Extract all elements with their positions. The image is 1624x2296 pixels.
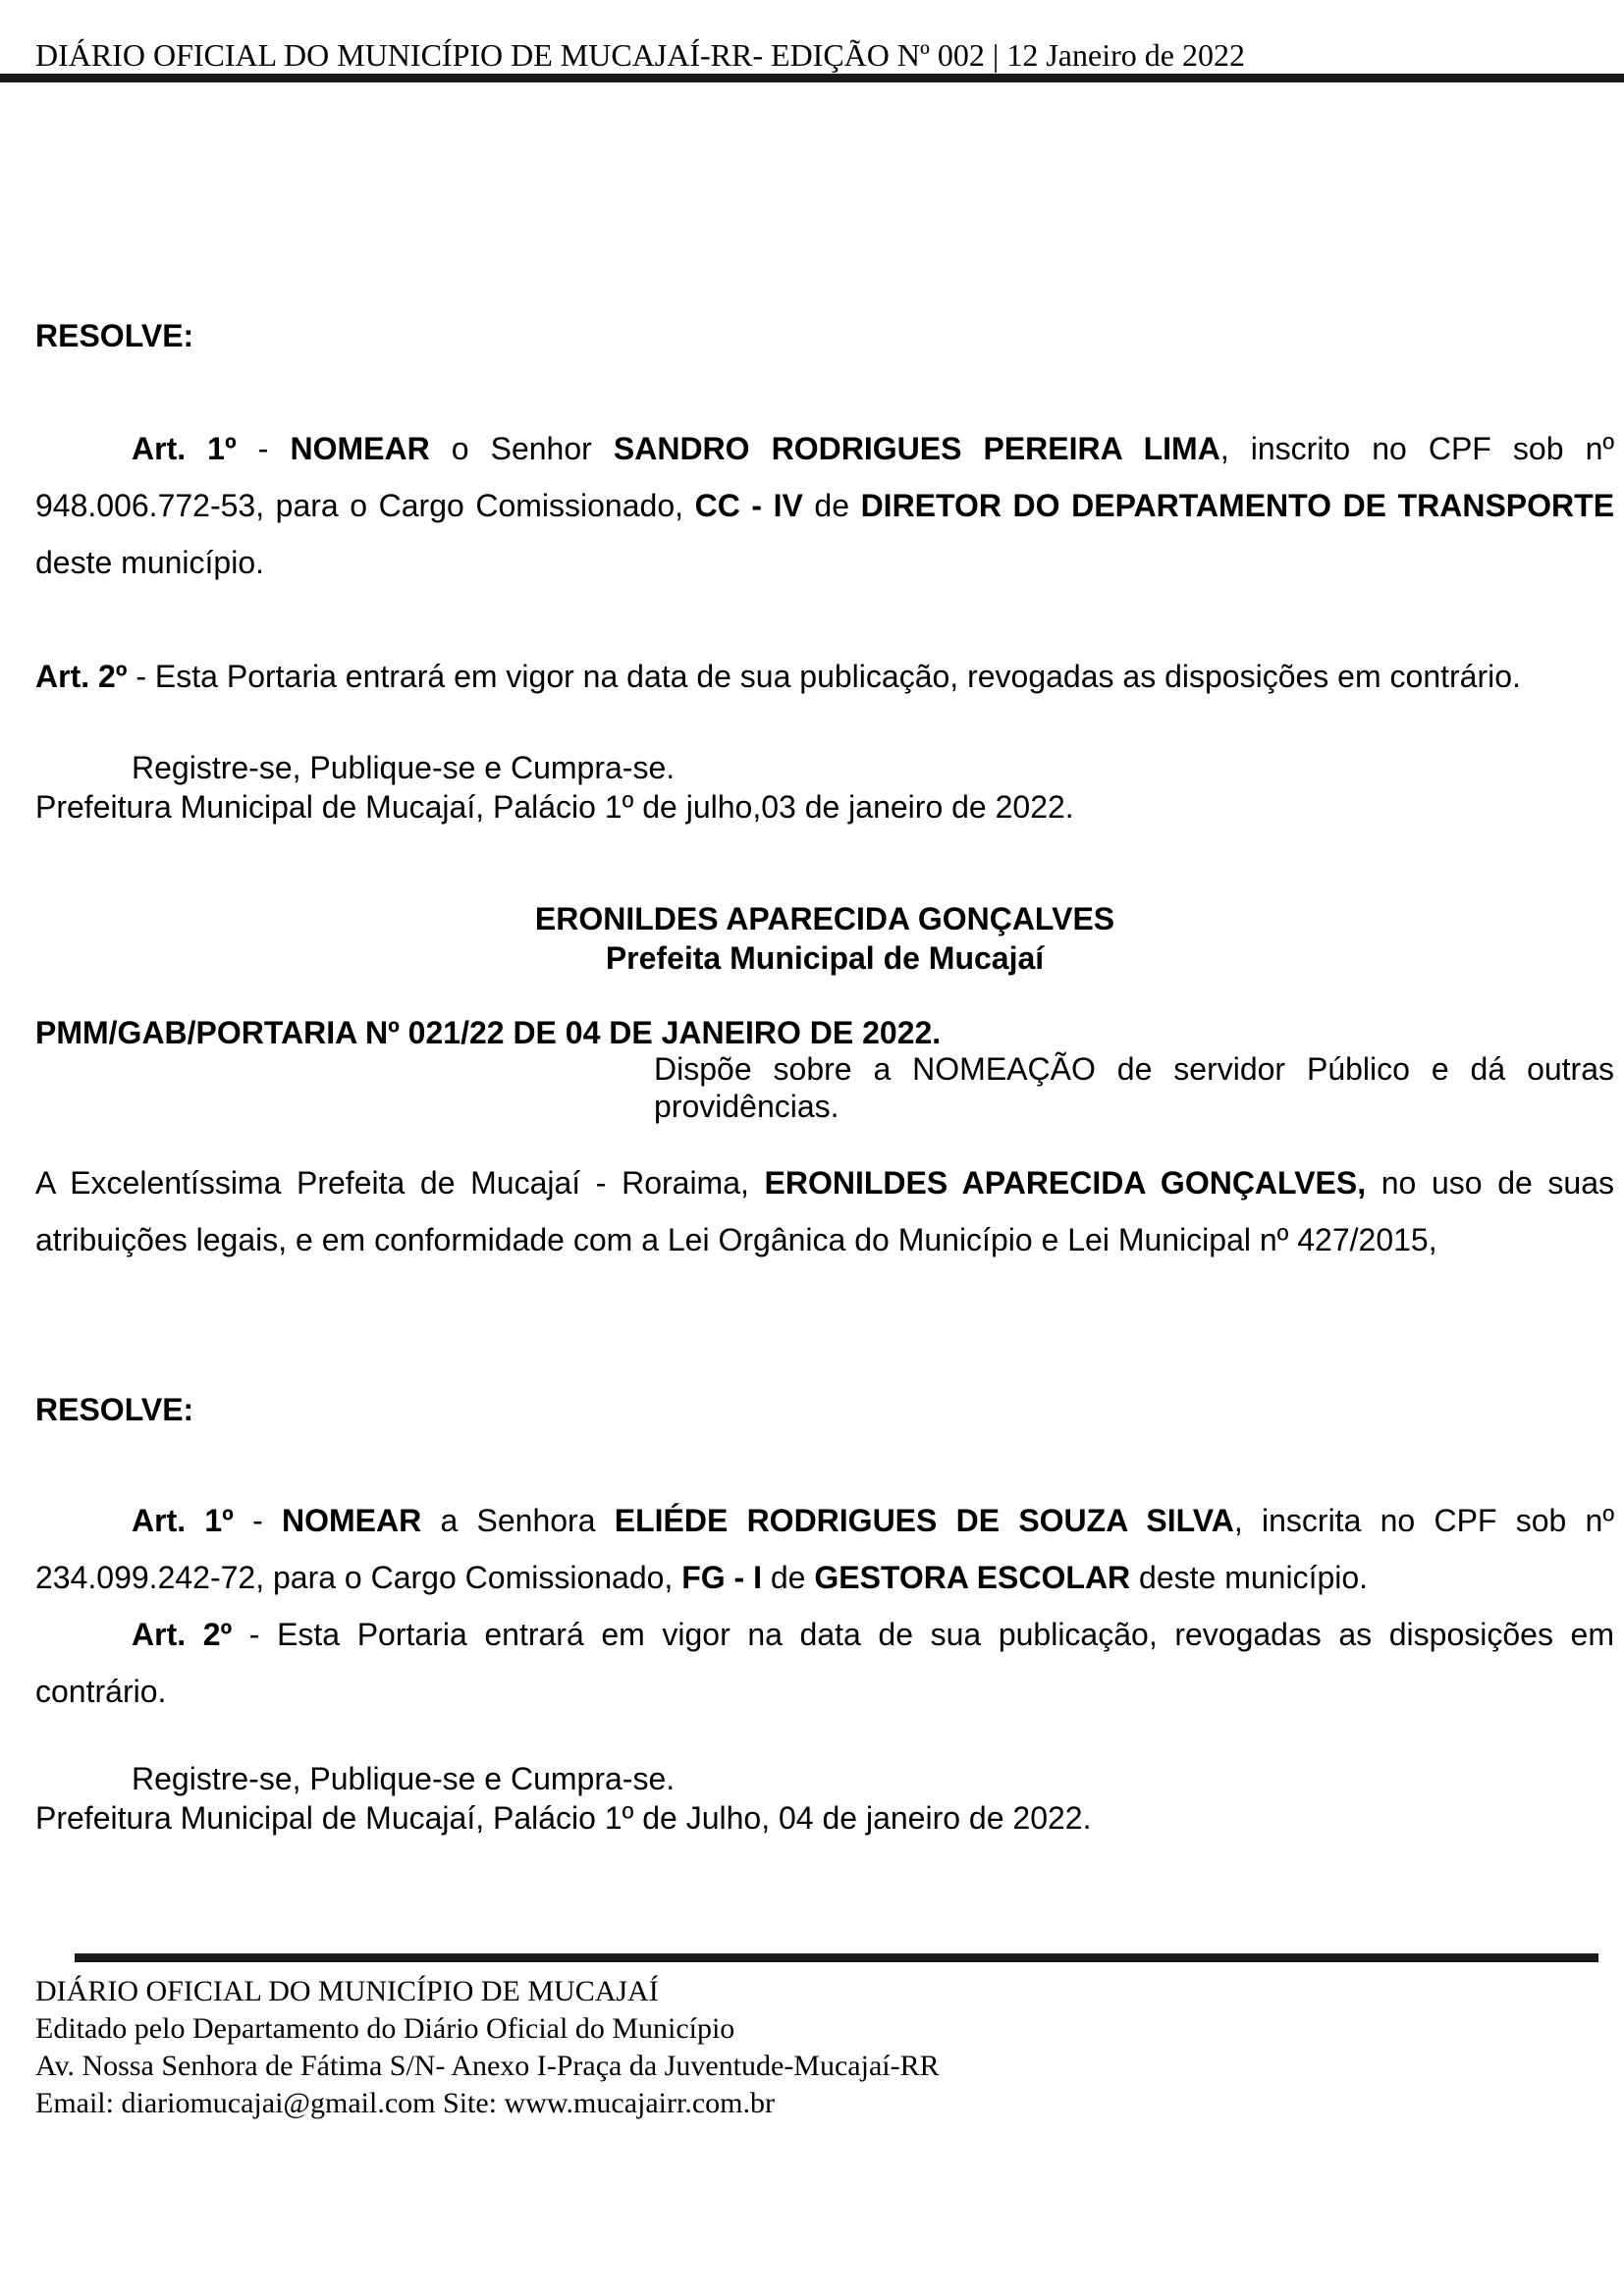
signatory-name: ERONILDES APARECIDA GONÇALVES [534,901,1115,936]
place-date-line: Prefeitura Municipal de Mucajaí, Palácio 1º de julho,03 de janeiro de 2022. [35,789,1074,825]
article-verb: NOMEAR [290,431,430,466]
position-code: FG - I [681,1560,762,1595]
preamble: A Excelentíssima Prefeita de Mucajaí - Roraima, ERONILDES APARECIDA GONÇALVES, no uso de suas atribuições legais, e em conformidade com a Lei Orgânica do Município e Lei Municipal nº 427/2015, [35,1165,1615,1257]
article-1-a: Art. 1º - NOMEAR o Senhor SANDRO RODRIGUES PEREIRA LIMA, inscrito no CPF sob nº 948.006.772-53, para o Cargo Comissionado, CC - IV de DIRETOR DO DEPARTAMENTO DE TRANSPORTE deste município. [35,431,1615,580]
resolve-heading-b: RESOLVE: [35,1392,194,1427]
article-verb: NOMEAR [282,1503,422,1538]
position-role: GESTORA ESCOLAR [814,1560,1131,1595]
article-2-a: Art. 2º - Esta Portaria entrará em vigor na data de sua publicação, revogadas as disposições em contrário. [35,659,1521,694]
signatory-role: Prefeita Municipal de Mucajaí [605,940,1045,976]
appointee-name: ELIÉDE RODRIGUES DE SOUZA SILVA [614,1503,1234,1538]
registre-line: Registre-se, Publique-se e Cumpra-se. [132,1761,676,1796]
footer-divider [75,1953,1598,1962]
article-label: Art. 2º [35,659,128,694]
ementa: Dispõe sobre a NOMEAÇÃO de servidor Público e dá outras providências. [654,1051,1614,1124]
article-label: Art. 2º [132,1617,233,1652]
article-label: Art. 1º [132,431,237,466]
page-header-title: DIÁRIO OFICIAL DO MUNICÍPIO DE MUCAJAÍ-RR- EDIÇÃO Nº 002 | 12 Janeiro de 2022 [35,37,1245,73]
article-2-b: Art. 2º - Esta Portaria entrará em vigor na data de sua publicação, revogadas as disposições em contrário. [35,1617,1615,1709]
closing-b [35,1759,1614,1838]
article-1-b: Art. 1º - NOMEAR a Senhora ELIÉDE RODRIGUES DE SOUZA SILVA, inscrita no CPF sob nº 234.099.242-72, para o Cargo Comissionado, FG - I de GESTORA ESCOLAR deste município. [35,1503,1615,1595]
footer-line-address: Av. Nossa Senhora de Fátima S/N- Anexo I-Praça da Juventude-Mucajaí-RR [35,2050,940,2082]
place-date-line: Prefeitura Municipal de Mucajaí, Palácio 1º de Julho, 04 de janeiro de 2022. [35,1800,1092,1836]
page-footer [35,1973,940,2122]
position-role: DIRETOR DO DEPARTAMENTO DE TRANSPORTE [860,488,1615,523]
article-label: Art. 1º [132,1503,234,1538]
header-divider [0,74,1624,82]
footer-line-contact: Email: diariomucajai@gmail.com Site: www.mucajairr.com.br [35,2087,775,2119]
prefeita-name: ERONILDES APARECIDA GONÇALVES, [764,1165,1367,1201]
position-code: CC - IV [694,488,803,523]
footer-line-title: DIÁRIO OFICIAL DO MUNICÍPIO DE MUCAJAÍ [35,1975,659,2007]
appointee-name: SANDRO RODRIGUES PEREIRA LIMA [613,431,1220,466]
signature-block [35,899,1614,978]
registre-line: Registre-se, Publique-se e Cumpra-se. [132,750,676,785]
resolve-heading-a: RESOLVE: [35,318,194,353]
footer-line-editor: Editado pelo Departamento do Diário Oficial do Município [35,2012,735,2045]
portaria-title: PMM/GAB/PORTARIA Nº 021/22 DE 04 DE JANEIRO DE 2022. [35,1015,942,1050]
closing-a [35,748,1614,827]
